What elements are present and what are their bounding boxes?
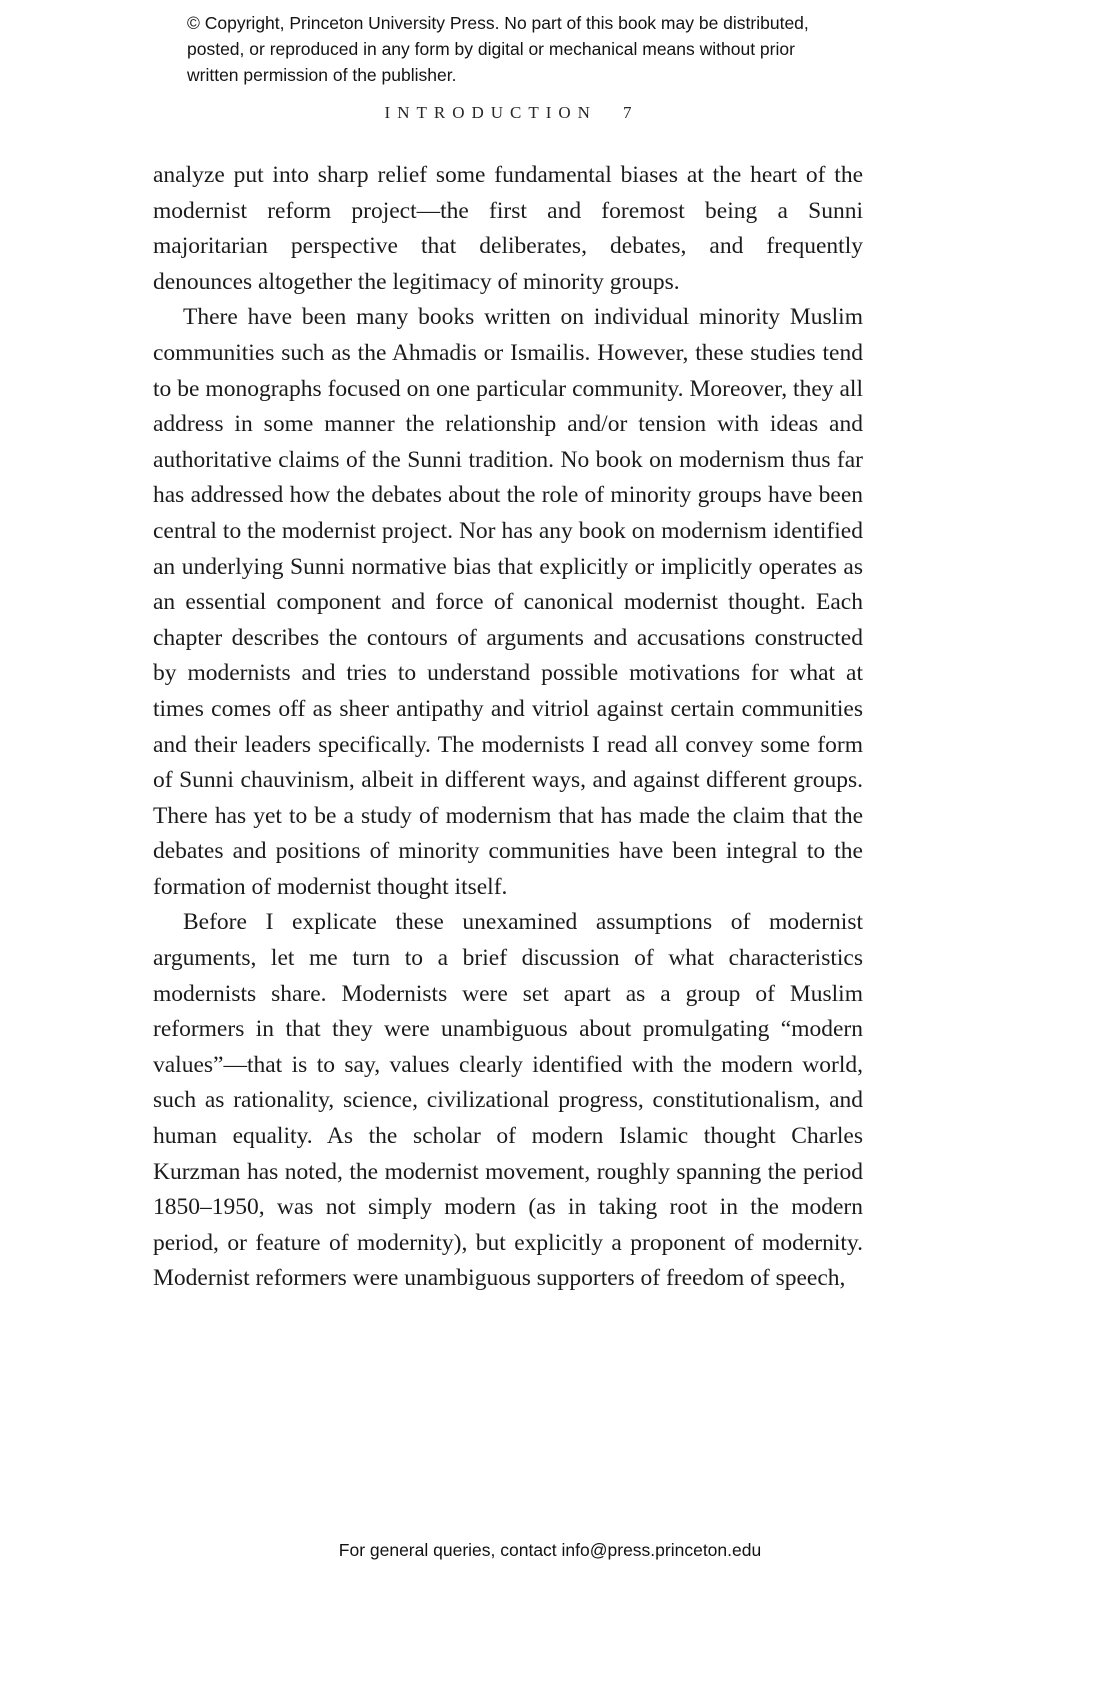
page-number: 7 — [622, 103, 632, 122]
body-text — [153, 158, 863, 1297]
running-head — [153, 103, 863, 123]
copyright-notice: © Copyright, Princeton University Press. No part of this book may be distributed, posted, or reproduced in any form by digital or mechanical means without prior written permission of the publisher. — [187, 13, 809, 85]
section-title: INTRODUCTION — [384, 103, 597, 122]
paragraph: Before I explicate these unexamined assumptions of modernist arguments, let me turn to a brief discussion of what characteristics modernists share. Modernists were set apart as a group of Muslim reformers in that they were unambiguous about promulgating “modern values”—that is to say, values clearly identified with the modern world, such as rationality, science, civilizational progress, constitutionalism, and human equality. As the scholar of modern Islamic thought Charles Kurzman has noted, the modernist movement, roughly spanning the period 1850–1950, was not simply modern (as in taking root in the modern period, or feature of modernity), but explicitly a proponent of modernity. Modernist reformers were unambiguous supporters of freedom of speech, — [153, 909, 863, 1292]
paragraph: analyze put into sharp relief some fundamental biases at the heart of the modernist reform project—the first and foremost being a Sunni majoritarian perspective that deliberates, debates, and frequently denounces altogether the legitimacy of minority groups. — [153, 162, 863, 295]
paragraph: There have been many books written on individual minority Muslim communities such as the Ahmadis or Ismailis. However, these studies tend to be monographs focused on one particular community. Moreover, they all address in some manner the relationship and/or tension with ideas and authoritative claims of the Sunni tradition. No book on modernism thus far has addressed how the debates about the role of minority groups have been central to the modernist project. Nor has any book on modernism identified an underlying Sunni normative bias that explicitly or implicitly operates as an essential component and force of canonical modernist thought. Each chapter describes the contours of arguments and accusations constructed by modernists and tries to understand possible motivations for what at times comes off as sheer antipathy and vitriol against certain communities and their leaders specifically. The modernists I read all convey some form of Sunni chauvinism, albeit in different ways, and against different groups. There has yet to be a study of modernism that has made the claim that the debates and positions of minority communities have been integral to the formation of modernist thought itself. — [153, 304, 863, 900]
footer-contact: For general queries, contact info@press.princeton.edu — [338, 1540, 762, 1560]
